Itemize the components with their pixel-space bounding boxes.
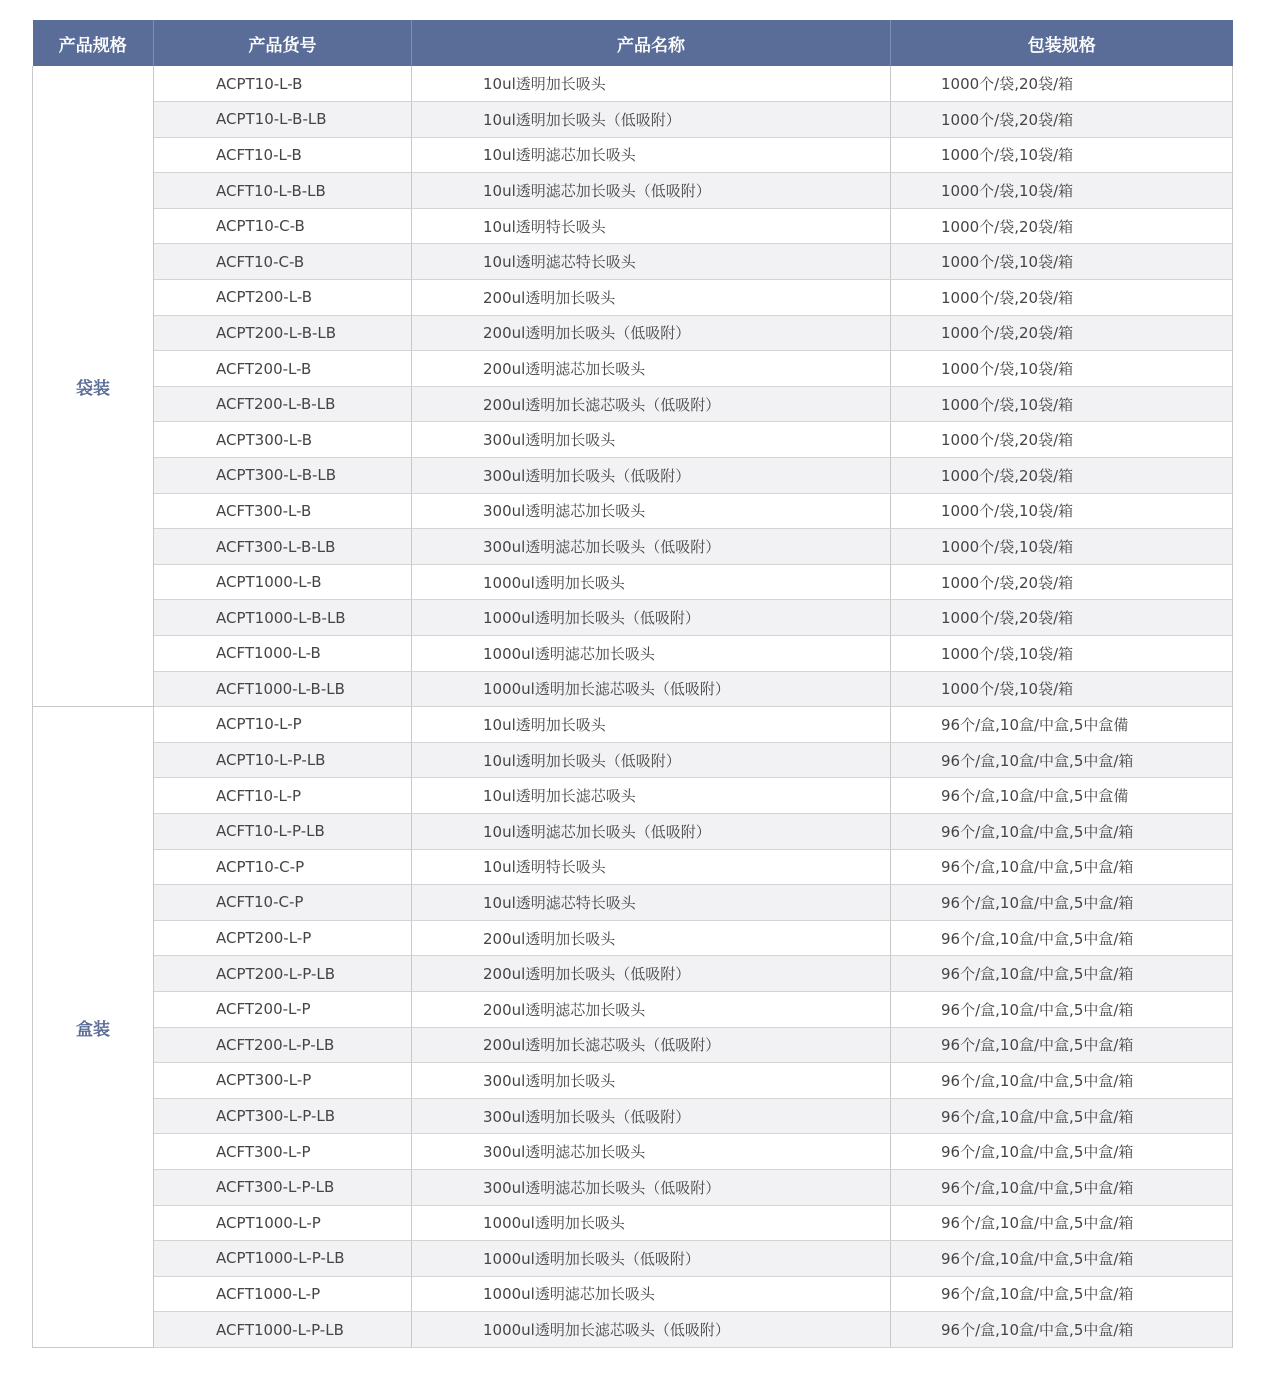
packaging-cell: 1000个/袋,10袋/箱 [891,173,1233,209]
packaging-cell: 96个/盒,10盒/中盒,5中盒/箱 [891,956,1233,992]
packaging-cell: 1000个/袋,10袋/箱 [891,529,1233,565]
packaging-cell: 96个/盒,10盒/中盒,5中盒/箱 [891,1134,1233,1170]
table-row [33,849,1233,885]
product-name-cell: 200ul透明加长滤芯吸头（低吸附） [412,1027,891,1063]
product-name-cell: 10ul透明加长吸头 [412,66,891,102]
product-name-cell: 200ul透明加长吸头 [412,280,891,316]
packaging-cell: 1000个/袋,10袋/箱 [891,386,1233,422]
product-name-cell: 10ul透明加长滤芯吸头 [412,778,891,814]
product-code-cell: ACPT10-C-B [154,208,412,244]
packaging-cell: 1000个/袋,10袋/箱 [891,351,1233,387]
packaging-cell: 96个/盒,10盒/中盒,5中盒/箱 [891,1205,1233,1241]
product-name-cell: 200ul透明加长滤芯吸头（低吸附） [412,386,891,422]
product-name-cell: 1000ul透明滤芯加长吸头 [412,1276,891,1312]
product-code-cell: ACFT200-L-P-LB [154,1027,412,1063]
product-name-cell: 300ul透明加长吸头（低吸附） [412,1098,891,1134]
product-code-cell: ACFT200-L-P [154,991,412,1027]
packaging-cell: 1000个/袋,10袋/箱 [891,137,1233,173]
packaging-cell: 1000个/袋,20袋/箱 [891,102,1233,138]
product-name-cell: 10ul透明加长吸头（低吸附） [412,102,891,138]
product-code-cell: ACPT10-L-P-LB [154,742,412,778]
table-row [33,885,1233,921]
table-row [33,102,1233,138]
product-code-cell: ACFT300-L-B-LB [154,529,412,565]
header-code: 产品货号 [154,20,412,66]
product-code-cell: ACPT200-L-P [154,920,412,956]
product-name-cell: 300ul透明加长吸头（低吸附） [412,458,891,494]
product-code-cell: ACPT1000-L-B [154,564,412,600]
product-code-cell: ACFT1000-L-P-LB [154,1312,412,1348]
packaging-cell: 96个/盒,10盒/中盒,5中盒/箱 [891,813,1233,849]
packaging-cell: 96个/盒,10盒/中盒,5中盒/箱 [891,1241,1233,1277]
product-name-cell: 200ul透明滤芯加长吸头 [412,351,891,387]
product-name-cell: 1000ul透明加长吸头（低吸附） [412,1241,891,1277]
packaging-cell: 96个/盒,10盒/中盒,5中盒/箱 [891,1027,1233,1063]
product-name-cell: 10ul透明滤芯特长吸头 [412,885,891,921]
table-row [33,280,1233,316]
product-code-cell: ACFT10-C-B [154,244,412,280]
table-row [33,564,1233,600]
product-code-cell: ACFT1000-L-B-LB [154,671,412,707]
product-name-cell: 200ul透明加长吸头 [412,920,891,956]
product-code-cell: ACPT1000-L-P-LB [154,1241,412,1277]
packaging-cell: 1000个/袋,20袋/箱 [891,458,1233,494]
table-row [33,1169,1233,1205]
product-name-cell: 200ul透明加长吸头（低吸附） [412,956,891,992]
product-code-cell: ACFT300-L-P [154,1134,412,1170]
product-code-cell: ACPT300-L-P [154,1063,412,1099]
product-name-cell: 300ul透明滤芯加长吸头（低吸附） [412,529,891,565]
table-row [33,1241,1233,1277]
packaging-cell: 96个/盒,10盒/中盒,5中盒/箱 [891,1169,1233,1205]
product-code-cell: ACFT300-L-B [154,493,412,529]
product-code-cell: ACPT300-L-B [154,422,412,458]
product-spec-table [32,20,1233,1348]
packaging-cell: 96个/盒,10盒/中盒,5中盒/箱 [891,1098,1233,1134]
product-code-cell: ACFT10-L-P-LB [154,813,412,849]
table-row [33,920,1233,956]
header-name: 产品名称 [412,20,891,66]
table-row [33,1276,1233,1312]
table-row [33,1063,1233,1099]
table-row [33,244,1233,280]
header-row [33,20,1233,66]
product-name-cell: 300ul透明滤芯加长吸头（低吸附） [412,1169,891,1205]
product-code-cell: ACFT200-L-B [154,351,412,387]
table-row [33,458,1233,494]
product-code-cell: ACPT10-L-B-LB [154,102,412,138]
header-pack: 包装规格 [891,20,1233,66]
table-row [33,529,1233,565]
product-name-cell: 1000ul透明加长滤芯吸头（低吸附） [412,671,891,707]
table-row [33,956,1233,992]
product-name-cell: 1000ul透明滤芯加长吸头 [412,636,891,672]
product-code-cell: ACPT10-C-P [154,849,412,885]
product-name-cell: 10ul透明特长吸头 [412,208,891,244]
product-name-cell: 1000ul透明加长吸头 [412,564,891,600]
table-row [33,493,1233,529]
packaging-cell: 1000个/袋,10袋/箱 [891,636,1233,672]
product-name-cell: 200ul透明加长吸头（低吸附） [412,315,891,351]
table-row [33,386,1233,422]
packaging-cell: 96个/盒,10盒/中盒,5中盒/箱 [891,885,1233,921]
product-code-cell: ACPT200-L-B-LB [154,315,412,351]
table-row [33,422,1233,458]
product-code-cell: ACFT10-L-B-LB [154,173,412,209]
product-code-cell: ACPT1000-L-P [154,1205,412,1241]
product-name-cell: 10ul透明滤芯特长吸头 [412,244,891,280]
product-code-cell: ACPT300-L-P-LB [154,1098,412,1134]
product-code-cell: ACFT1000-L-B [154,636,412,672]
table-row [33,778,1233,814]
table-row [33,208,1233,244]
product-name-cell: 1000ul透明加长吸头（低吸附） [412,600,891,636]
table-row [33,1134,1233,1170]
packaging-cell: 96个/盒,10盒/中盒,5中盒/箱 [891,742,1233,778]
packaging-cell: 1000个/袋,20袋/箱 [891,280,1233,316]
product-name-cell: 300ul透明滤芯加长吸头 [412,493,891,529]
product-name-cell: 200ul透明滤芯加长吸头 [412,991,891,1027]
table-row [33,66,1233,102]
table-row [33,1205,1233,1241]
table-row [33,707,1233,743]
packaging-cell: 96个/盒,10盒/中盒,5中盒備 [891,707,1233,743]
packaging-cell: 1000个/袋,10袋/箱 [891,493,1233,529]
table-body [33,66,1233,1347]
product-code-cell: ACFT1000-L-P [154,1276,412,1312]
product-code-cell: ACFT10-L-P [154,778,412,814]
table-row [33,600,1233,636]
product-code-cell: ACPT10-L-B [154,66,412,102]
packaging-cell: 1000个/袋,20袋/箱 [891,208,1233,244]
table-row [33,1312,1233,1348]
table-row [33,137,1233,173]
packaging-cell: 1000个/袋,20袋/箱 [891,422,1233,458]
product-code-cell: ACPT1000-L-B-LB [154,600,412,636]
table-header [33,20,1233,66]
product-name-cell: 1000ul透明加长滤芯吸头（低吸附） [412,1312,891,1348]
product-name-cell: 300ul透明加长吸头 [412,422,891,458]
product-name-cell: 300ul透明滤芯加长吸头 [412,1134,891,1170]
packaging-cell: 96个/盒,10盒/中盒,5中盒/箱 [891,1063,1233,1099]
header-spec: 产品规格 [33,20,154,66]
product-code-cell: ACPT10-L-P [154,707,412,743]
product-name-cell: 10ul透明特长吸头 [412,849,891,885]
table-row [33,1098,1233,1134]
packaging-cell: 96个/盒,10盒/中盒,5中盒備 [891,778,1233,814]
product-code-cell: ACPT200-L-B [154,280,412,316]
product-code-cell: ACFT10-C-P [154,885,412,921]
packaging-cell: 1000个/袋,20袋/箱 [891,564,1233,600]
table-row [33,636,1233,672]
table-row [33,351,1233,387]
product-name-cell: 1000ul透明加长吸头 [412,1205,891,1241]
product-name-cell: 300ul透明加长吸头 [412,1063,891,1099]
product-name-cell: 10ul透明滤芯加长吸头（低吸附） [412,813,891,849]
packaging-cell: 96个/盒,10盒/中盒,5中盒/箱 [891,1312,1233,1348]
product-code-cell: ACFT10-L-B [154,137,412,173]
product-code-cell: ACFT300-L-P-LB [154,1169,412,1205]
packaging-cell: 1000个/袋,20袋/箱 [891,315,1233,351]
packaging-cell: 96个/盒,10盒/中盒,5中盒/箱 [891,849,1233,885]
group-label: 袋装 [33,66,154,707]
packaging-cell: 1000个/袋,10袋/箱 [891,244,1233,280]
table-row [33,742,1233,778]
packaging-cell: 96个/盒,10盒/中盒,5中盒/箱 [891,1276,1233,1312]
table-row [33,813,1233,849]
table-row [33,671,1233,707]
product-name-cell: 10ul透明滤芯加长吸头（低吸附） [412,173,891,209]
packaging-cell: 96个/盒,10盒/中盒,5中盒/箱 [891,991,1233,1027]
packaging-cell: 1000个/袋,10袋/箱 [891,671,1233,707]
table-row [33,991,1233,1027]
table-row [33,1027,1233,1063]
packaging-cell: 1000个/袋,20袋/箱 [891,600,1233,636]
group-label: 盒装 [33,707,154,1348]
product-code-cell: ACFT200-L-B-LB [154,386,412,422]
product-name-cell: 10ul透明加长吸头 [412,707,891,743]
product-code-cell: ACPT200-L-P-LB [154,956,412,992]
packaging-cell: 96个/盒,10盒/中盒,5中盒/箱 [891,920,1233,956]
product-name-cell: 10ul透明滤芯加长吸头 [412,137,891,173]
packaging-cell: 1000个/袋,20袋/箱 [891,66,1233,102]
product-name-cell: 10ul透明加长吸头（低吸附） [412,742,891,778]
table-row [33,315,1233,351]
table-row [33,173,1233,209]
product-code-cell: ACPT300-L-B-LB [154,458,412,494]
